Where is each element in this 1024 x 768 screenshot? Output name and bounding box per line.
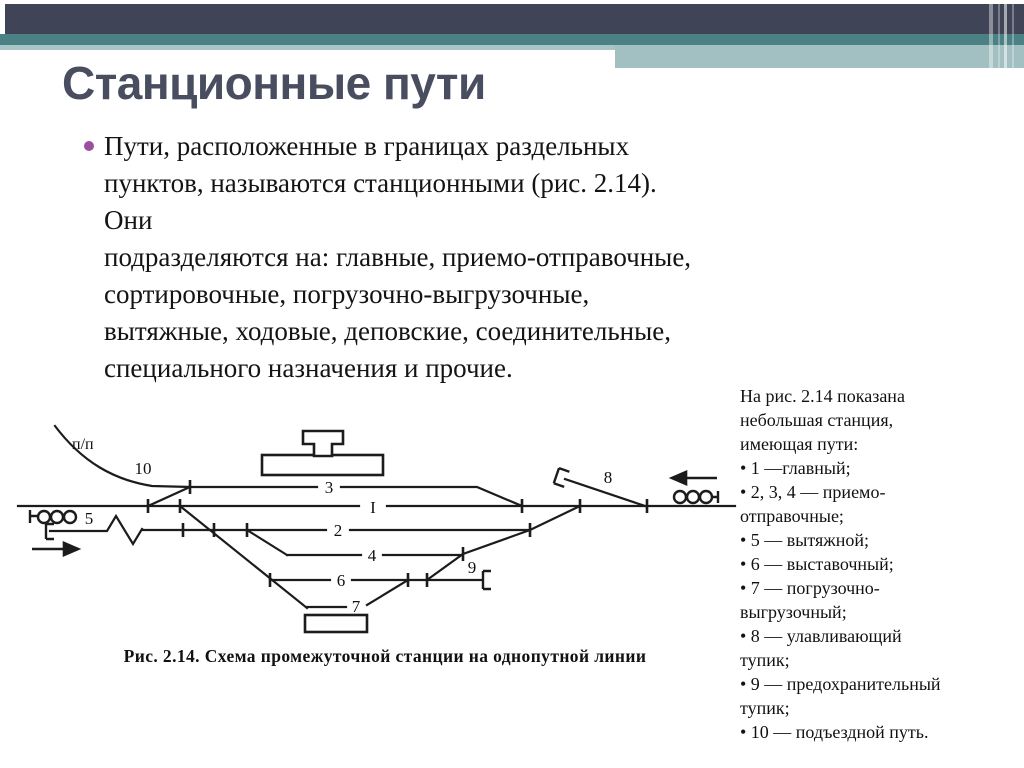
body-line: вытяжные, ходовые, деповские, соединительные, [104, 316, 671, 346]
wagon-icon [687, 491, 699, 503]
header-dark-bar [5, 4, 1024, 34]
legend-line: • 10 — подъездной путь. [740, 722, 929, 742]
legend-line: тупик; [740, 698, 790, 718]
figure-caption: Рис. 2.14. Схема промежуточной станции на однопутной линии [123, 646, 647, 666]
legend-line: • 9 — предохранительный [740, 674, 941, 694]
label-track-10: 10 [134, 459, 152, 478]
legend-line: На рис. 2.14 показана [740, 386, 905, 406]
header-accent-stripe [998, 0, 1000, 68]
header-accent-stripe [989, 0, 993, 68]
legend-line: выгрузочный; [740, 602, 847, 622]
station-building-tower [303, 431, 343, 456]
track-8-buffer-stop [554, 468, 570, 487]
figure-legend [740, 384, 1016, 744]
label-track-6: 6 [336, 571, 346, 590]
header-right-block [615, 45, 1024, 68]
header-accent-stripe [1004, 0, 1007, 68]
legend-line: имеющая пути: [740, 434, 859, 454]
label-track-4: 4 [367, 546, 377, 565]
label-track-5: 5 [84, 509, 94, 528]
body-line: специального назначения и прочие. [104, 353, 513, 383]
header-teal-bar [0, 34, 1024, 45]
label-track-9: 9 [467, 558, 477, 577]
station-diagram [0, 390, 740, 652]
body-line: пунктов, называются станционными (рис. 2.14). Они [104, 168, 657, 235]
bullet-marker [84, 141, 94, 151]
label-track-3: 3 [324, 478, 334, 497]
track-3 [190, 487, 522, 506]
legend-line: тупик; [740, 650, 790, 670]
legend-line: • 2, 3, 4 — приемо- [740, 482, 886, 502]
legend-line: • 7 — погрузочно- [740, 578, 880, 598]
label-track-7: 7 [351, 597, 361, 616]
track-4 [247, 530, 463, 555]
arrow-right-icon [64, 543, 78, 555]
legend-line: • 1 —главный; [740, 458, 851, 478]
right-buffer [712, 491, 718, 503]
body-line: подразделяются на: главные, приемо-отправочные, [104, 242, 692, 272]
track-9-buffer-stop [483, 571, 491, 589]
track-10-switch-diagonal [148, 487, 190, 506]
header-accent-stripe [1012, 0, 1014, 68]
switch-ticks [148, 480, 647, 587]
label-pp: п/п [72, 436, 94, 453]
body-line: сортировочные, погрузочно-выгрузочные, [104, 279, 590, 309]
east-ladder [427, 506, 580, 580]
body-line: Пути, расположенные в границах раздельных [104, 131, 630, 161]
wagon-icon [64, 511, 76, 523]
label-track-1: I [370, 498, 376, 517]
left-buffer [30, 510, 38, 523]
wagon-icon [51, 511, 63, 523]
legend-line: • 8 — улавливающий [740, 626, 902, 646]
arrow-left-icon [672, 472, 686, 484]
legend-line: • 6 — выставочный; [740, 554, 894, 574]
legend-line: отправочные; [740, 506, 844, 526]
body-paragraph [104, 128, 704, 387]
freight-platform [305, 615, 367, 632]
label-track-8: 8 [603, 468, 613, 487]
wagon-icon [38, 511, 50, 523]
west-ladder [180, 506, 307, 608]
station-building [262, 455, 383, 475]
wagon-icon [674, 491, 686, 503]
legend-line: • 5 — вытяжной; [740, 530, 870, 550]
legend-line: небольшая станция, [740, 410, 894, 430]
label-track-2: 2 [333, 521, 343, 540]
wagon-icon [700, 491, 712, 503]
page-title: Станционные пути [62, 57, 486, 109]
